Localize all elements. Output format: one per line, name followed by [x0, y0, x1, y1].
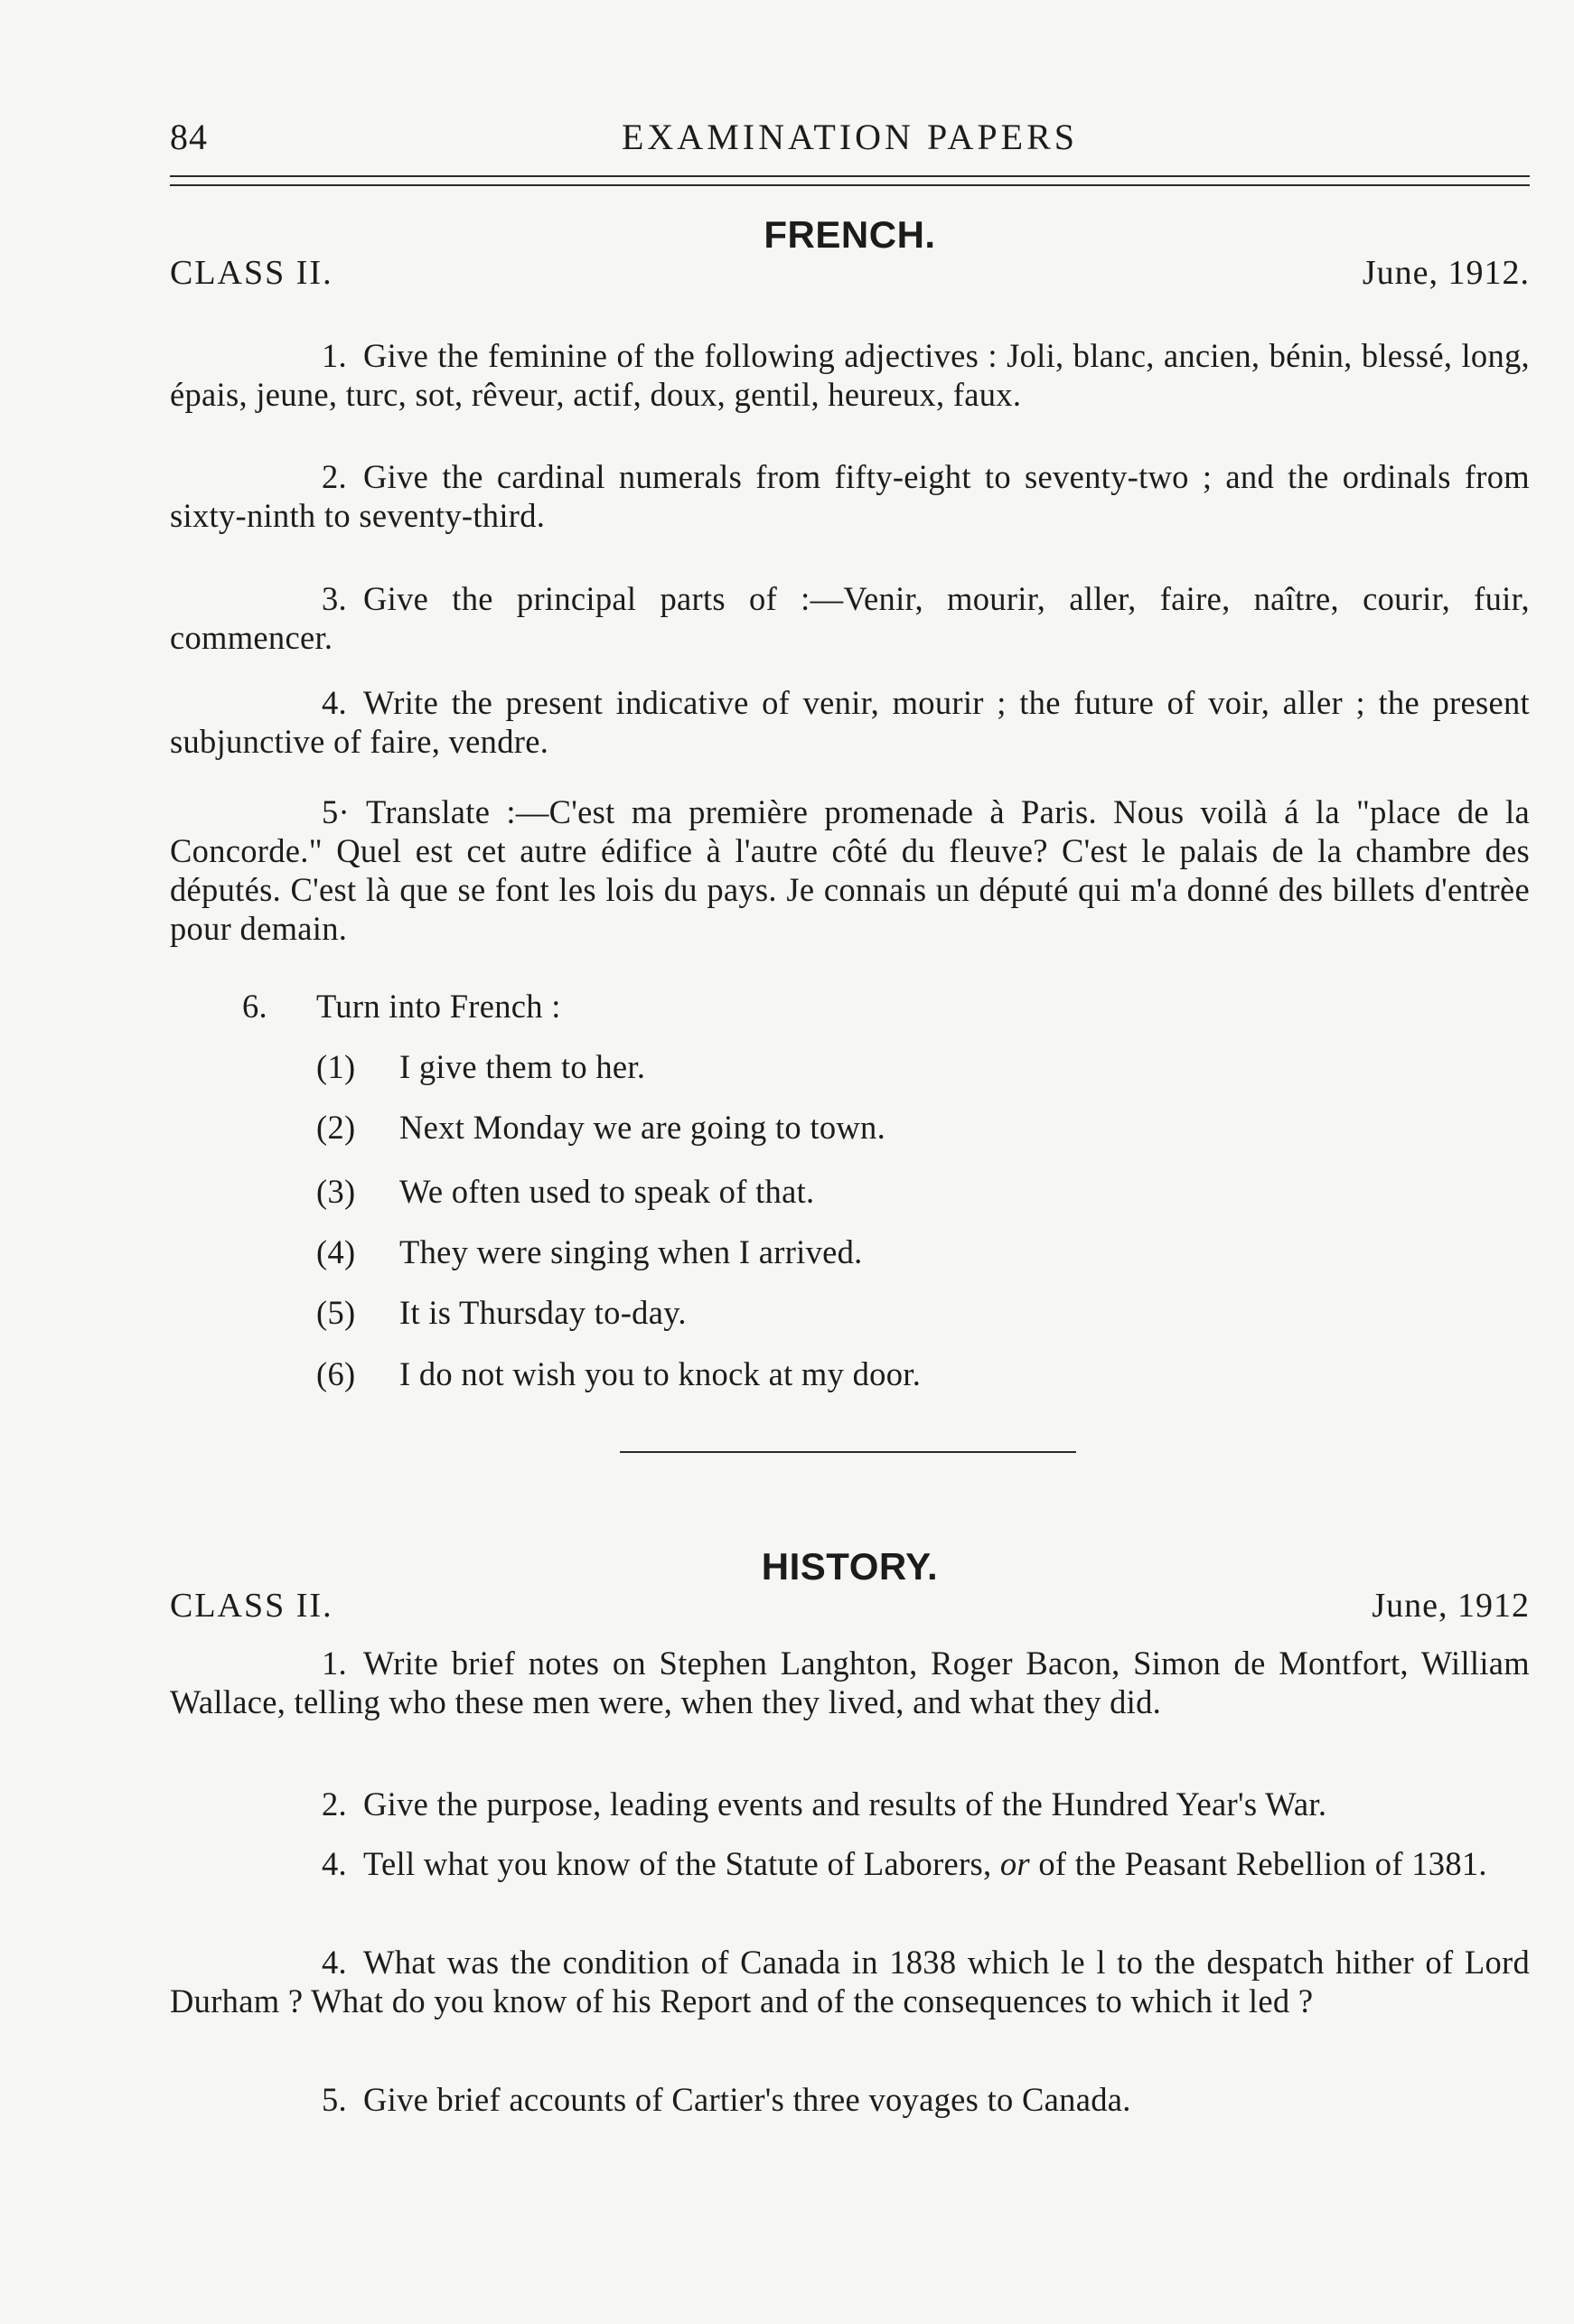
section-divider: [620, 1451, 1076, 1453]
french-question-1: [170, 336, 1530, 414]
french-question-5: [170, 792, 1530, 948]
item-text: Next Monday we are going to town.: [399, 1109, 886, 1146]
question-text: Turn into French :: [316, 988, 561, 1025]
question-text-after: of the Peasant Rebellion of 1381.: [1038, 1845, 1487, 1882]
header-rule: [170, 175, 1530, 186]
question-text: Give the purpose, leading events and results of the Hundred Year's War.: [362, 1785, 1327, 1823]
question-text: Give the feminine of the following adjectives : Joli, blanc, ancien, bénin, blessé, long, épais, jeune, turc, sot, rêveur, actif, doux, gentil, heureux, faux.: [170, 337, 1530, 413]
question-number: 1.: [322, 1645, 347, 1682]
question-number: 4.: [322, 1944, 347, 1981]
question-text: Write brief notes on Stephen Langhton, Roger Bacon, Simon de Montfort, William Wallace, telling who these men were, when they lived, and what they did.: [170, 1645, 1530, 1720]
history-title: HISTORY.: [761, 1545, 939, 1588]
french-q6-item: [316, 1354, 921, 1393]
question-text-emphasis: or: [999, 1845, 1030, 1882]
question-number: 1.: [322, 337, 347, 374]
question-text: What was the condition of Canada in 1838 which le l to the despatch hither of Lord Durham ? What do you know of his Report and of the consequences to which it led ?: [170, 1944, 1530, 2019]
question-number: 4.: [322, 684, 347, 721]
history-question-4: [170, 1943, 1530, 2020]
page-header: [170, 107, 1530, 161]
question-text: Give the cardinal numerals from fifty-eight to seventy-two ; and the ordinals from sixty-ninth to seventy-third.: [170, 458, 1530, 534]
question-number: 2.: [322, 1785, 347, 1823]
question-number: 6.: [242, 988, 267, 1025]
french-question-3: [170, 579, 1530, 657]
question-text: Give the principal parts of :—Venir, mourir, aller, faire, naître, courir, fuir, commencer.: [170, 580, 1530, 656]
question-number: 5.: [322, 2081, 347, 2118]
item-text: It is Thursday to-day.: [399, 1294, 687, 1331]
french-q6-item: [316, 1232, 863, 1271]
french-question-6: [242, 987, 561, 1026]
question-text: Translate :—C'est ma première promenade à Paris. Nous voilà á la "place de la Concorde." Quel est cet autre édifice à l'autre côté du fleuve? C'est le palais de la chambre des députés. C'est là que se font les lois du pays. Je connais un député qui m'a donné des billets d'entrèe pour demain.: [170, 793, 1530, 947]
french-date: June, 1912.: [1362, 254, 1530, 292]
history-question-2: [170, 1785, 1530, 1823]
history-question-5: [170, 2080, 1530, 2119]
question-text: Give brief accounts of Cartier's three voyages to Canada.: [362, 2081, 1131, 2118]
french-question-4: [170, 683, 1530, 761]
history-question-3: [170, 1844, 1530, 1883]
french-q6-item: [316, 1293, 687, 1332]
history-question-1: [170, 1644, 1530, 1721]
question-text-before: Tell what you know of the Statute of Laborers,: [362, 1845, 992, 1882]
french-question-2: [170, 457, 1530, 535]
page-number: 84: [170, 117, 208, 157]
question-number: 2.: [322, 458, 347, 495]
item-text: We often used to speak of that.: [399, 1173, 815, 1210]
item-text: I do not wish you to knock at my door.: [399, 1355, 922, 1392]
french-title: FRENCH.: [764, 213, 936, 256]
history-class-label: CLASS II.: [170, 1587, 333, 1625]
french-q6-item: [316, 1108, 885, 1147]
item-number: (1): [316, 1048, 356, 1085]
running-title: EXAMINATION PAPERS: [621, 117, 1079, 157]
item-number: (3): [316, 1173, 356, 1210]
item-text: They were singing when I arrived.: [399, 1233, 863, 1270]
item-text: I give them to her.: [399, 1048, 646, 1085]
question-number: 5·: [322, 793, 351, 830]
item-number: (6): [316, 1355, 356, 1392]
item-number: (5): [316, 1294, 356, 1331]
item-number: (2): [316, 1109, 356, 1146]
page: [170, 0, 1530, 2324]
french-q6-item: [316, 1172, 814, 1211]
french-class-label: CLASS II.: [170, 254, 333, 292]
question-number: 3.: [322, 580, 347, 617]
history-date: June, 1912: [1372, 1587, 1530, 1625]
french-q6-item: [316, 1047, 645, 1086]
question-text: Write the present indicative of venir, mourir ; the future of voir, aller ; the present subjunctive of faire, vendre.: [170, 684, 1530, 760]
question-number: 4.: [322, 1845, 347, 1882]
item-number: (4): [316, 1233, 356, 1270]
